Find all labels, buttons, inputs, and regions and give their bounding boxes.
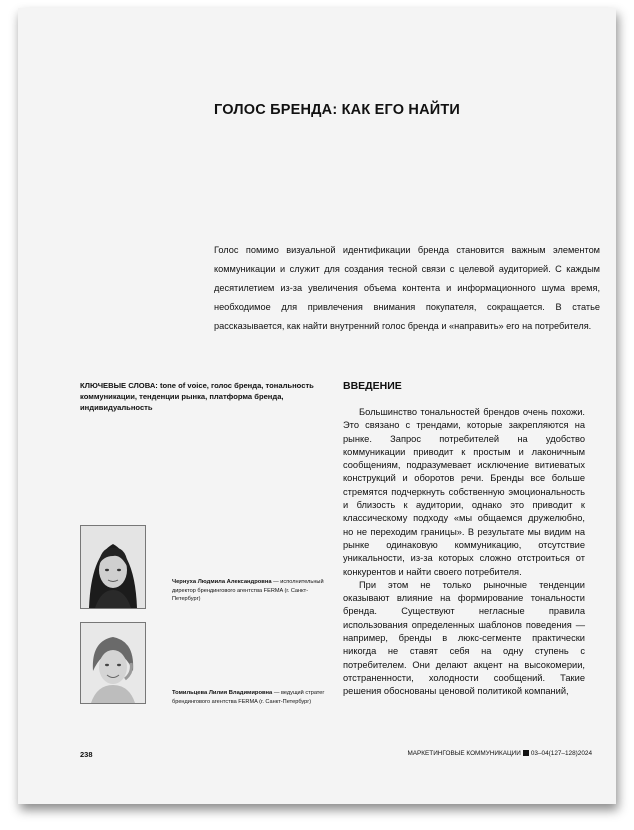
page-number: 238 <box>80 750 93 759</box>
author-1-info <box>172 578 330 604</box>
author-photo-2 <box>80 622 146 704</box>
author-1-name: Чернуха Людмила Александровна <box>172 579 272 585</box>
keywords-block <box>80 380 320 413</box>
author-2-name: Томильцева Лилия Владимировна <box>172 690 273 696</box>
author-1-role: — исполнительный директор брендингового агентства FERMA (г. Санкт-Петербург) <box>172 579 324 602</box>
running-footer <box>407 750 592 757</box>
article-abstract: Голос помимо визуальной идентификации бренда становится важным элементом коммуникации и служит для создания тесной связи с целевой аудиторией. С каждым десятилетием из-за увеличения объема контента и информационного шума время, необходимое для привлечения внимания покупателя, сокращается. В статье рассказывается, как найти внутренний голос бренда и «направить» его на потребителя. <box>214 245 600 331</box>
journal-page <box>18 8 616 804</box>
body-paragraph-1: Большинство тональностей брендов очень похожи. Это связано с трендами, которые закрепляются на рынке. Запрос потребителей на удобство коммуникации приводит к простым и лаконичным сообщениям, подразумевает исключение витиеватых конструкций и оборотов речи. Бренды все больше стремятся подчеркнуть собственную эмоциональность и близость к аудитории, однако это приводит к классическому подходу «мы общаемся дружелюбно, но не переходим границы». В результате мы видим на рынке одинаковую коммуникацию, отсутствие уникальности, из-за которых сложно отстроиться от конкурентов и найти своего потребителя. <box>343 407 585 577</box>
author-2-info <box>172 689 330 706</box>
section-heading: ВВЕДЕНИЕ <box>343 380 402 392</box>
body-paragraph-2: При этом не только рыночные тенденции оказывают влияние на формирование тональности бренда. Существуют негласные правила использования определенных шаблонов поведения — например, бренды в люкс-сегменте практически никогда не ставят себя на одну ступень с потребителем. Они делают акцент на высокомерии, отстраненности, холодности сообщений. Такие решения обоснованы ценовой политикой компаний, <box>343 579 585 697</box>
journal-name: МАРКЕТИНГОВЫЕ КОММУНИКАЦИИ <box>407 750 521 757</box>
article-title: ГОЛОС БРЕНДА: КАК ЕГО НАЙТИ <box>214 102 461 118</box>
issue-number: 03–04(127–128)2024 <box>530 750 592 757</box>
author-photo-1 <box>80 525 146 609</box>
author-2-role: — ведущий стратег брендингового агентства FERMA (г. Санкт-Петербург) <box>172 690 325 705</box>
keywords-text: tone of voice, голос бренда, тональность коммуникации, тенденции рынка, платформа бренда, индивидуальность <box>80 381 314 412</box>
article-body <box>343 406 585 699</box>
keywords-label: КЛЮЧЕВЫЕ СЛОВА: <box>80 381 158 390</box>
square-bullet-icon <box>523 750 529 756</box>
